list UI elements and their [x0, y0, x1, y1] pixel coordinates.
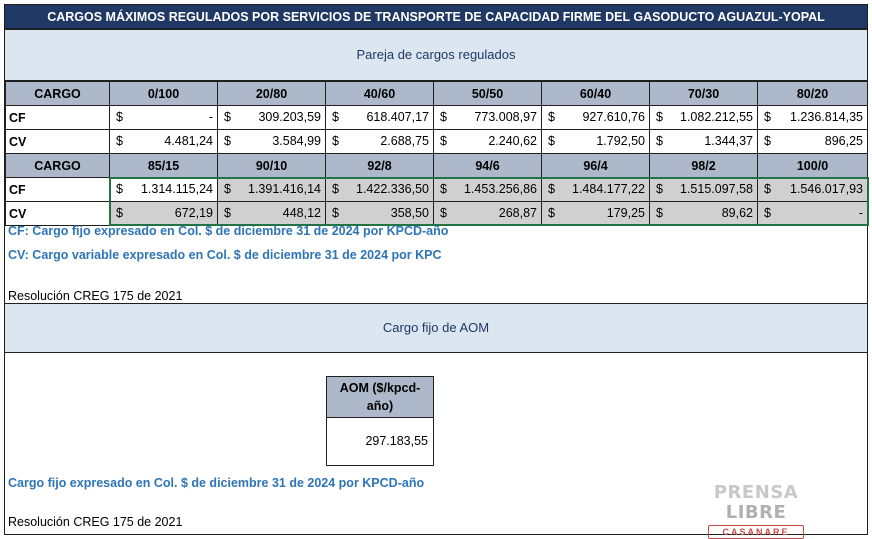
- currency-symbol: $: [548, 134, 555, 148]
- page-title: CARGOS MÁXIMOS REGULADOS POR SERVICIOS DE TRANSPORTE DE CAPACIDAD FIRME DEL GASODUCTO AGUAZUL-YOPAL: [5, 5, 867, 29]
- cv-value-cell[interactable]: [542, 130, 650, 154]
- ratio-header-cell[interactable]: 50/50: [434, 82, 542, 106]
- currency-symbol: $: [224, 110, 231, 124]
- cf-value-cell[interactable]: [542, 106, 650, 130]
- cf-label-cell[interactable]: CF: [6, 178, 110, 202]
- cf-value-cell[interactable]: [542, 178, 650, 202]
- aom-value[interactable]: 297.183,55: [327, 418, 433, 465]
- ratio-header-cell[interactable]: 60/40: [542, 82, 650, 106]
- cell-value: 448,12: [282, 206, 321, 220]
- cell-value: 1.422.336,50: [356, 182, 429, 196]
- cell-value: 896,25: [824, 134, 863, 148]
- logo-subtitle: CASANARE: [708, 525, 804, 539]
- cell-value: 773.008,97: [474, 110, 537, 124]
- cf-label-cell[interactable]: CF: [6, 106, 110, 130]
- currency-symbol: $: [116, 206, 123, 220]
- cell-value: 1.082.212,55: [680, 110, 753, 124]
- currency-symbol: $: [764, 206, 771, 220]
- cv-value-cell[interactable]: [326, 202, 434, 226]
- currency-symbol: $: [764, 182, 771, 196]
- aom-header-line2: año): [366, 399, 394, 413]
- cell-value: 927.610,76: [582, 110, 645, 124]
- cv-value-cell[interactable]: [434, 202, 542, 226]
- cv-footnote: CV: Cargo variable expresado en Col. $ de diciembre 31 de 2024 por KPC: [8, 248, 442, 262]
- cf-value-cell[interactable]: [110, 106, 218, 130]
- currency-symbol: $: [656, 206, 663, 220]
- ratio-header-cell[interactable]: 80/20: [758, 82, 868, 106]
- currency-symbol: $: [440, 134, 447, 148]
- cell-value: 2.688,75: [380, 134, 429, 148]
- cv-value-cell[interactable]: [218, 202, 326, 226]
- cv-value-cell[interactable]: [758, 130, 868, 154]
- currency-symbol: $: [548, 206, 555, 220]
- aom-table: [326, 376, 434, 466]
- currency-symbol: $: [224, 206, 231, 220]
- logo-word-prensa: PRENSA: [713, 482, 799, 503]
- ratio-header-cell[interactable]: 94/6: [434, 154, 542, 178]
- cell-value: 1.515.097,58: [680, 182, 753, 196]
- cell-value: 179,25: [606, 206, 645, 220]
- cf-value-cell[interactable]: [650, 178, 758, 202]
- cv-row: [6, 130, 868, 154]
- cv-value-cell[interactable]: [434, 130, 542, 154]
- cell-value: 1.453.256,86: [464, 182, 537, 196]
- cell-value: -: [208, 110, 213, 124]
- cv-value-cell[interactable]: [326, 130, 434, 154]
- header-row: [6, 82, 868, 106]
- cargo-header-cell[interactable]: CARGO: [6, 154, 110, 178]
- ratio-header-cell[interactable]: 98/2: [650, 154, 758, 178]
- currency-symbol: $: [440, 110, 447, 124]
- cell-value: 309.203,59: [258, 110, 321, 124]
- currency-symbol: $: [332, 134, 339, 148]
- ratio-header-cell[interactable]: 70/30: [650, 82, 758, 106]
- cell-value: 1.314.115,24: [140, 182, 213, 196]
- cv-label-cell[interactable]: CV: [6, 202, 110, 226]
- currency-symbol: $: [548, 182, 555, 196]
- cf-value-cell[interactable]: [110, 178, 218, 202]
- cv-value-cell[interactable]: [650, 130, 758, 154]
- currency-symbol: $: [224, 182, 231, 196]
- currency-symbol: $: [440, 206, 447, 220]
- resolution-reference-2: Resolución CREG 175 de 2021: [8, 515, 183, 529]
- cv-value-cell[interactable]: [110, 130, 218, 154]
- cell-value: -: [858, 206, 863, 220]
- cell-value: 358,50: [390, 206, 429, 220]
- cf-value-cell[interactable]: [218, 178, 326, 202]
- currency-symbol: $: [764, 134, 771, 148]
- cargo-header-cell[interactable]: CARGO: [6, 82, 110, 106]
- cell-value: 618.407,17: [366, 110, 429, 124]
- currency-symbol: $: [332, 206, 339, 220]
- cf-value-cell[interactable]: [326, 106, 434, 130]
- cf-row: [6, 106, 868, 130]
- aom-header-line1: AOM ($/kpcd-: [339, 381, 421, 395]
- cf-footnote: CF: Cargo fijo expresado en Col. $ de diciembre 31 de 2024 por KPCD-año: [8, 224, 449, 238]
- currency-symbol: $: [116, 182, 123, 196]
- cell-value: 1.344,37: [704, 134, 753, 148]
- ratio-header-cell[interactable]: 100/0: [758, 154, 868, 178]
- currency-symbol: $: [224, 134, 231, 148]
- spreadsheet-frame: [4, 4, 868, 535]
- resolution-reference: Resolución CREG 175 de 2021: [8, 289, 183, 303]
- cf-value-cell[interactable]: [218, 106, 326, 130]
- currency-symbol: $: [548, 110, 555, 124]
- cell-value: 268,87: [498, 206, 537, 220]
- cell-value: 4.481,24: [164, 134, 213, 148]
- currency-symbol: $: [656, 134, 663, 148]
- cv-value-cell[interactable]: [110, 202, 218, 226]
- cv-value-cell[interactable]: [542, 202, 650, 226]
- cell-value: 3.584,99: [272, 134, 321, 148]
- cv-row: [6, 202, 868, 226]
- ratio-header-cell[interactable]: 40/60: [326, 82, 434, 106]
- cell-value: 2.240,62: [488, 134, 537, 148]
- currency-symbol: $: [332, 182, 339, 196]
- cell-value: 1.391.416,14: [248, 182, 321, 196]
- cf-value-cell[interactable]: [758, 106, 868, 130]
- cell-value: 1.484.177,22: [572, 182, 645, 196]
- cf-value-cell[interactable]: [758, 178, 868, 202]
- currency-symbol: $: [332, 110, 339, 124]
- cv-value-cell[interactable]: [650, 202, 758, 226]
- ratio-header-cell[interactable]: 92/8: [326, 154, 434, 178]
- currency-symbol: $: [116, 134, 123, 148]
- currency-symbol: $: [656, 110, 663, 124]
- cell-value: 1.236.814,35: [790, 110, 863, 124]
- logo-wordmark: [697, 483, 815, 523]
- cell-value: 672,19: [174, 206, 213, 220]
- aom-footnote: Cargo fijo expresado en Col. $ de diciembre 31 de 2024 por KPCD-año: [8, 476, 425, 490]
- ratio-header-cell[interactable]: 0/100: [110, 82, 218, 106]
- cell-value: 89,62: [721, 206, 753, 220]
- cv-value-cell[interactable]: [218, 130, 326, 154]
- currency-symbol: $: [440, 182, 447, 196]
- logo-word-libre: LIBRE: [725, 502, 787, 523]
- ratio-header-cell[interactable]: 85/15: [110, 154, 218, 178]
- section-heading-aom: Cargo fijo de AOM: [5, 303, 867, 353]
- header-row: [6, 154, 868, 178]
- prensa-libre-logo: [697, 482, 815, 537]
- cf-row: [6, 178, 868, 202]
- ratio-header-cell[interactable]: 20/80: [218, 82, 326, 106]
- cell-value: 1.792,50: [596, 134, 645, 148]
- cell-value: 1.546.017,93: [790, 182, 863, 196]
- cf-value-cell[interactable]: [326, 178, 434, 202]
- regulated-charges-table: [5, 81, 868, 226]
- currency-symbol: $: [656, 182, 663, 196]
- currency-symbol: $: [116, 110, 123, 124]
- section-heading-regulated-pairs: Pareja de cargos regulados: [5, 29, 867, 81]
- ratio-header-cell[interactable]: 90/10: [218, 154, 326, 178]
- cv-label-cell[interactable]: CV: [6, 130, 110, 154]
- currency-symbol: $: [764, 110, 771, 124]
- cv-value-cell[interactable]: [758, 202, 868, 226]
- cf-value-cell[interactable]: [434, 178, 542, 202]
- aom-header: [327, 377, 433, 418]
- cf-value-cell[interactable]: [650, 106, 758, 130]
- ratio-header-cell[interactable]: 96/4: [542, 154, 650, 178]
- cf-value-cell[interactable]: [434, 106, 542, 130]
